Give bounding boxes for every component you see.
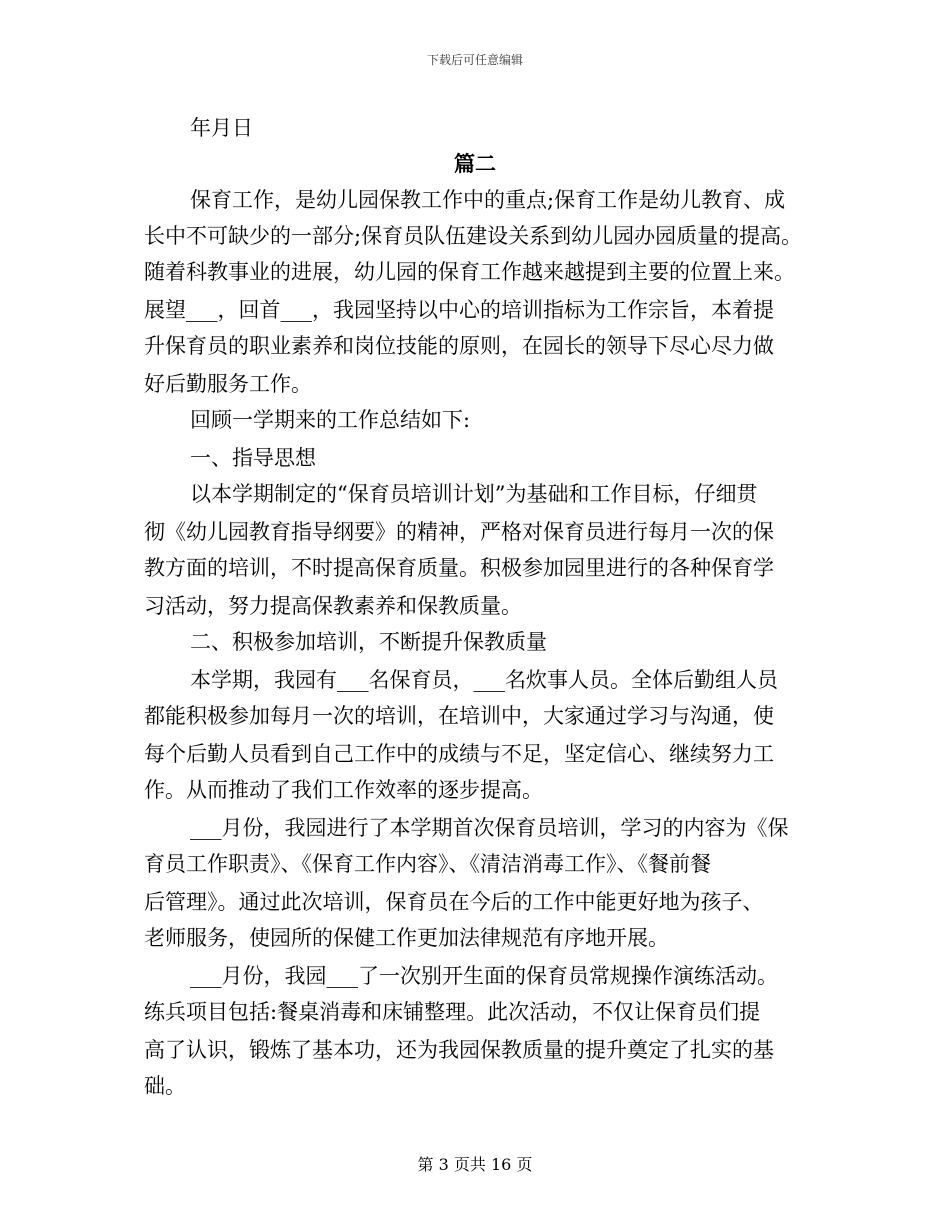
body-line: ___月份，我园___了一次别开生面的保育员常规操作演练活动。 (190, 964, 778, 988)
body-line: 彻《幼儿园教育指导纲要》的精神，严格对保育员进行每月一次的保 (144, 520, 774, 544)
body-line: 以本学期制定的“保育员培训计划”为基础和工作目标，仔细贯 (190, 482, 758, 506)
body-line: 回顾一学期来的工作总结如下: (190, 408, 471, 432)
page-footer: 第 3 页共 16 页 (417, 1155, 533, 1174)
body-line: 础。 (144, 1074, 186, 1098)
body-line: 升保育员的职业素养和岗位技能的原则，在园长的领导下尽心尽力做 (144, 334, 774, 358)
body-line: 每个后勤人员看到自己工作中的成绩与不足，坚定信心、继续努力工 (144, 742, 774, 766)
body-line: 随着科教事业的进展，幼儿园的保育工作越来越提到主要的位置上来。 (144, 260, 795, 284)
body-line: 都能积极参加每月一次的培训，在培训中，大家通过学习与沟通，使 (144, 704, 774, 728)
date-line: 年月日 (190, 116, 253, 140)
body-line: 好后勤服务工作。 (144, 372, 312, 396)
body-line: 后管理》。通过此次培训，保育员在今后的工作中能更好地为孩子、 (144, 890, 764, 914)
section-heading: 一、指导思想 (190, 446, 316, 470)
section-heading: 二、积极参加培训，不断提升保教质量 (190, 630, 547, 654)
body-line: 保育工作，是幼儿园保教工作中的重点;保育工作是幼儿教育、成 (190, 188, 786, 212)
body-line: 高了认识，锻炼了基本功，还为我园保教质量的提升奠定了扎实的基 (144, 1038, 774, 1062)
body-line: ___月份，我园进行了本学期首次保育员培训，学习的内容为《保 (190, 816, 789, 840)
body-line: 习活动，努力提高保教素养和保教质量。 (144, 594, 522, 618)
body-line: 教方面的培训，不时提高保育质量。积极参加园里进行的各种保育学 (144, 556, 774, 580)
body-line: 育员工作职责》、《保育工作内容》、《清洁消毒工作》、《餐前餐 (144, 852, 711, 876)
page-header: 下载后可任意编辑 (426, 53, 523, 67)
body-line: 作。从而推动了我们工作效率的逐步提高。 (144, 778, 543, 802)
section-title: 篇二 (454, 151, 496, 176)
body-line: 练兵项目包括:餐桌消毒和床铺整理。此次活动，不仅让保育员们提 (144, 1000, 761, 1024)
body-line: 老师服务，使园所的保健工作更加法律规范有序地开展。 (144, 926, 669, 950)
body-line: 本学期，我园有___名保育员，___名炊事人员。全体后勤组人员 (190, 668, 778, 692)
body-line: 长中不可缺少的一部分;保育员队伍建设关系到幼儿园办园质量的提高。 (144, 224, 803, 248)
body-line: 展望___，回首___，我园坚持以中心的培训指标为工作宗旨，本着提 (144, 298, 774, 322)
